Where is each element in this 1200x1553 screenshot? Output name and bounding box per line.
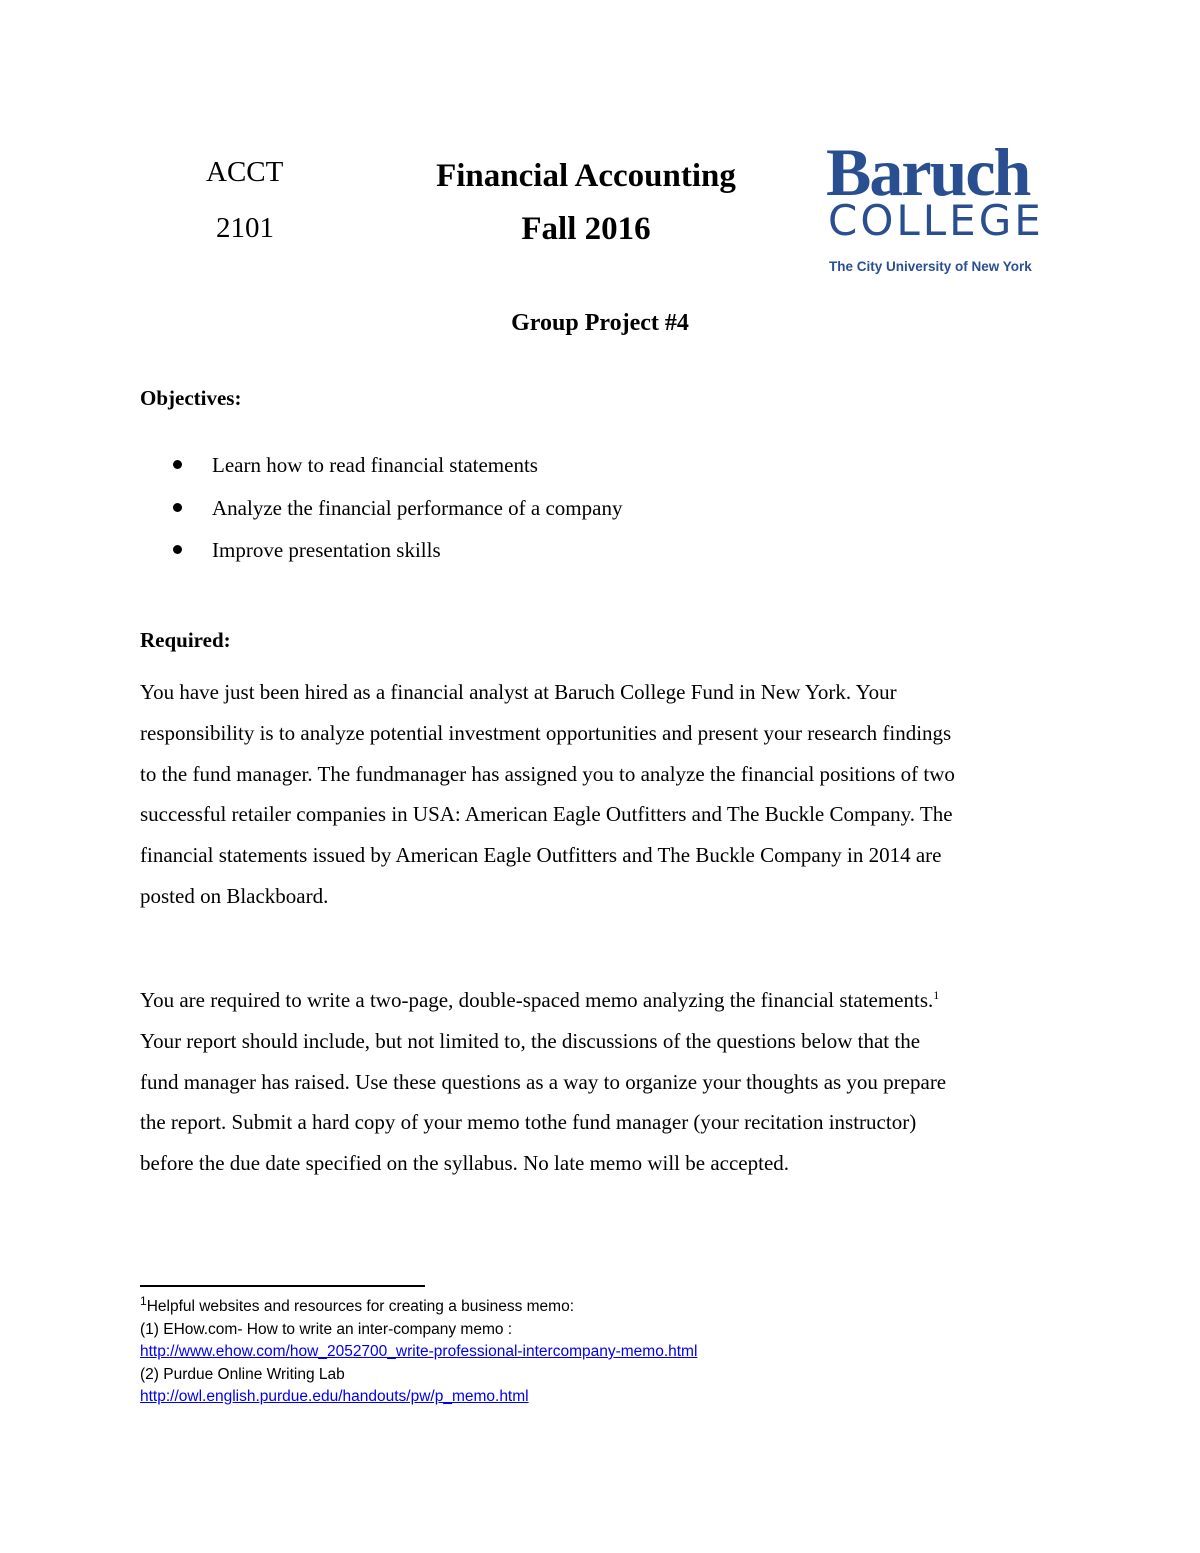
paragraph-line: the report. Submit a hard copy of your memo tothe fund manager (your recitation instructor) — [140, 1110, 917, 1135]
list-item — [140, 531, 622, 574]
paragraph-line: successful retailer companies in USA: American Eagle Outfitters and The Buckle Company. The — [140, 802, 953, 827]
objectives-list — [140, 446, 622, 574]
footnotes — [140, 1293, 698, 1409]
purdue-owl-link[interactable]: http://owl.english.purdue.edu/handouts/pw/p_memo.html — [140, 1388, 529, 1405]
footnote-item-2-label: (2) Purdue Online Writing Lab — [140, 1365, 345, 1383]
objectives-heading: Objectives: — [140, 386, 242, 410]
paragraph-line: Your report should include, but not limited to, the discussions of the questions below that the — [140, 1028, 921, 1053]
required-heading: Required: — [140, 628, 231, 652]
course-title: Financial Accounting — [436, 158, 736, 194]
list-item — [140, 489, 622, 532]
bullet-icon — [173, 545, 182, 554]
objective-text: Learn how to read financial statements — [212, 453, 538, 477]
objective-text: Analyze the financial performance of a company — [212, 495, 623, 520]
course-code-prefix: ACCT — [206, 156, 284, 188]
list-item — [140, 446, 622, 489]
logo-college-text: COLLEGE — [828, 196, 1044, 245]
paragraph-line: You are required to write a two-page, double-spaced memo analyzing the financial statements.$^1$ — [140, 988, 940, 1012]
course-code-number: 2101 — [216, 212, 274, 244]
paragraph-line: responsibility is to analyze potential investment opportunities and present your research findings — [140, 720, 952, 745]
logo-tagline: The City University of New York — [829, 259, 1032, 274]
paragraph-line: posted on Blackboard. — [140, 883, 329, 908]
footnote-item-1-label: (1) EHow.com- How to write an inter-company memo : — [140, 1320, 513, 1338]
paragraph-line: before the due date specified on the syllabus. No late memo will be accepted. — [140, 1151, 790, 1176]
course-term: Fall 2016 — [521, 211, 651, 247]
ehow-memo-link[interactable]: http://www.ehow.com/how_2052700_write-professional-intercompany-memo.html — [140, 1343, 698, 1360]
paragraph-line: to the fund manager. The fundmanager has assigned you to analyze the financial positions of two — [140, 761, 955, 786]
bullet-icon — [173, 503, 182, 512]
footnote-reference: 1 — [933, 988, 940, 1002]
baruch-college-logo — [826, 134, 1048, 278]
paragraph-line: financial statements issued by American Eagle Outfitters and The Buckle Company in 2014 are — [140, 843, 942, 868]
logo-wordmark: Baruch — [826, 134, 1030, 210]
paragraph-line: You have just been hired as a financial analyst at Baruch College Fund in New York. Your — [140, 680, 897, 704]
footnote-divider — [140, 1285, 425, 1287]
footnote-intro: $^1$Helpful websites and resources for creating a business memo: — [140, 1293, 575, 1315]
bullet-icon — [173, 460, 182, 469]
objective-text: Improve presentation skills — [212, 538, 441, 562]
paragraph-line: fund manager has raised. Use these questions as a way to organize your thoughts as you prepare — [140, 1069, 947, 1094]
project-title: Group Project #4 — [511, 310, 689, 336]
required-paragraph-2 — [140, 980, 1060, 1184]
required-paragraph-1 — [140, 672, 1060, 917]
